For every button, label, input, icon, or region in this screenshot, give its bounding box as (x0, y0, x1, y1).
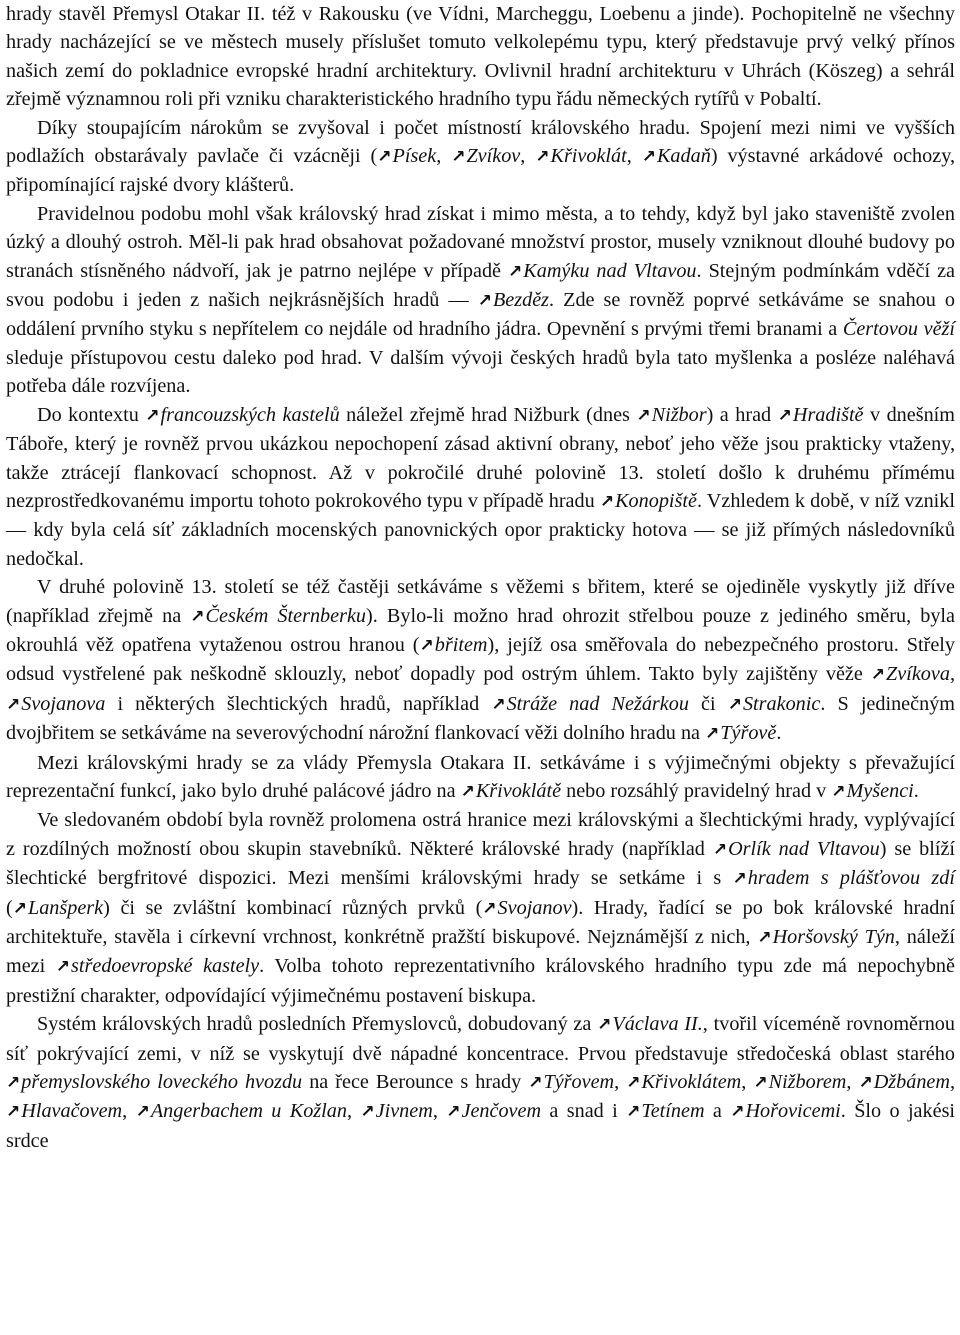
cross-reference-link[interactable]: ↗ Týřovem (528, 1071, 614, 1093)
body-text: ) či se zvláštní kombinací různých prvků ( (103, 896, 483, 919)
cross-reference-link[interactable]: ↗ Tetínem (626, 1100, 704, 1122)
body-text: V druhé polovině 13. století se též častěji setkáváme s věžemi s břitem, které se ojediněle vyskytly již dříve (například zřejmě na (6, 576, 955, 627)
cross-reference-link[interactable]: ↗ Svojanova (6, 693, 105, 715)
body-text: , (346, 1100, 361, 1123)
cross-reference-link[interactable]: ↗ Stráže nad Nežárkou (491, 693, 689, 715)
body-text: ) se blíží šlechtické bergfritové dispozici. Mezi menšími královskými hrady se setkáme i s (6, 837, 956, 890)
cross-reference-link[interactable]: ↗ hradem s plášťovou zdí (733, 867, 955, 889)
cross-reference-link[interactable]: ↗ Svojanov (482, 897, 571, 919)
cross-reference-link[interactable]: ↗ Křivoklát (535, 145, 627, 167)
body-text: . Stejným podmínkám vděčí za svou podobu i jeden z našich nejkrásnějších hradů — (6, 259, 955, 312)
body-text: či (688, 692, 728, 715)
cross-reference-link[interactable]: ↗ Jenčovem (446, 1100, 541, 1122)
body-text: hrady stavěl Přemysl Otakar II. též v Rakousku (ve Vídni, Marcheggu, Loebenu a jinde). Pochopitelně ne všechny hrady nacházející se ve městech musely příslušet tomuto velkolepému typu, který představuje prvý velký přínos našich zemí do pokladnice evropské hradní architektury. Ovlivnil hradní architekturu v Uhrách (Köszeg) a sehrál zřejmě významnou roli při vzniku charakteristického hradního typu řádu německých rytířů v Pobaltí. (6, 3, 955, 111)
cross-reference-link[interactable]: ↗ břitem (420, 634, 488, 656)
paragraph (6, 200, 955, 401)
body-text: . Zde se rovněž poprvé setkáváme se snahou o oddálení prvního styku s nepřítelem co nejdále od hradního jádra. Opevnění s prvými třemi branami a (6, 289, 955, 341)
cross-reference-link[interactable]: ↗ Zvíkova (871, 663, 950, 685)
body-text: , náleží mezi (6, 926, 955, 978)
body-text: , (432, 1100, 447, 1123)
body-text: Ve sledovaném období byla rovněž prolomena ostrá hranice mezi královskými a šlechtickými hrady, vyplývající z rozdílných možností obou skupin stavebníků. Některé královské hrady (například (6, 809, 955, 860)
cross-reference-link[interactable]: ↗ středoevropské kastely (56, 955, 259, 977)
cross-reference-link[interactable]: ↗ Lanšperk (13, 897, 103, 919)
body-text: ), jejíž osa směřovala do nebezpečného prostoru. Střely odsud vystřelené pak neškodně sklouzly, neboť dopadly pod ostrým úhlem. Takto byly zajištěny věže (6, 633, 955, 686)
body-text: , (436, 145, 452, 168)
paragraph (6, 401, 955, 573)
cross-reference-link[interactable]: ↗ Českém Šternberku (190, 605, 366, 627)
body-text: , tvořil víceméně rovnoměrnou síť pokrývající zemi, v níž se vyskytují dvě nápadné koncentrace. Prvou představuje středočeská oblast starého (6, 1013, 955, 1065)
body-text: ( (6, 896, 13, 919)
body-text: v dnešním Táboře, který je rovněž prvou ukázkou nepochopení zásad aktivní obrany, neboť jeho věže jsou prakticky vtaženy, takže ztrácejí flankovací schopnost. Až v pokročilé druhé polovině 13. století došlo k druhému přímému nezprostředkovanému importu tohoto pokrokového typu v případě hradu (6, 403, 955, 512)
body-text: , (846, 1071, 859, 1094)
cross-reference-link[interactable]: ↗ Angerbachem u Kožlan (136, 1100, 347, 1122)
cross-reference-link[interactable]: ↗ Bezděz (478, 289, 549, 311)
body-text: Do kontextu (37, 403, 146, 426)
cross-reference-link[interactable]: ↗ Václava II. (597, 1013, 703, 1035)
body-text: na řece Berounce s hrady (302, 1071, 529, 1094)
cross-reference-link[interactable]: ↗ Strakonic (728, 693, 821, 715)
body-text: , (949, 1071, 956, 1094)
cross-reference-link[interactable]: ↗ Kadaň (642, 145, 711, 167)
cross-reference-link[interactable]: ↗ Orlík nad Vltavou (713, 838, 880, 860)
paragraph (6, 806, 955, 1010)
cross-reference-link[interactable]: ↗ přemyslovského loveckého hvozdu (6, 1071, 302, 1093)
cross-reference-link[interactable]: ↗ Nižbor (636, 404, 706, 426)
emphasized-text: Čertovou věží (842, 318, 955, 341)
paragraph (6, 1010, 955, 1155)
cross-reference-link[interactable]: ↗ Křivoklátem (626, 1071, 741, 1093)
body-text: ). Bylo-li možno hrad ohrozit střelbou pouze z jediného směru, byla okrouhlá věž opatřena vytaženou ostrou hranou ( (6, 604, 955, 656)
body-text: Pravidelnou podobu mohl však královský hrad získat i mimo města, a to tehdy, když byl jako staveniště zvolen úzký a dlouhý ostroh. Měl-li pak hrad obsahovat požadované množství prostor, musely vzniknout dlouhé budovy po stranách stísněného nádvoří, jak je patrno nejlépe v případě (6, 202, 955, 282)
cross-reference-link[interactable]: ↗ Jivnem (360, 1100, 432, 1122)
body-text: . (913, 779, 919, 802)
cross-reference-link[interactable]: ↗ Myšenci (831, 780, 914, 802)
body-text: Díky stoupajícím nárokům se zvyšoval i počet místností královského hradu. Spojení mezi nimi ve vyšších podlažích obstarávaly pavlače či vzácněji ( (6, 116, 955, 168)
body-text: nebo rozsáhlý pravidelný hrad v (561, 779, 832, 802)
body-text: a snad i (541, 1100, 627, 1123)
paragraph (6, 573, 955, 748)
body-text: . Vzhledem k době, v níž vznikl — kdy byla celá síť základních mocenských panovnických opor prakticky hotova — se již přímých následovníků nedočkal. (6, 489, 955, 570)
body-text: náležel zřejmě hrad Nižburk (dnes (339, 403, 637, 426)
body-text: ) výstavné arkádové ochozy, připomínající rajské dvory klášterů. (6, 145, 956, 197)
cross-reference-link[interactable]: ↗ Nižborem (753, 1071, 846, 1093)
body-text: , (614, 1071, 627, 1094)
body-text: Mezi královskými hrady se za vlády Přemysla Otakara II. setkáváme i s výjimečnými objekty s převažující reprezentační funkcí, jako bylo druhé palácové jádro na (6, 751, 955, 802)
body-text: ) a hrad (706, 403, 778, 426)
cross-reference-link[interactable]: ↗ Hradiště (778, 404, 864, 426)
body-text: , (949, 663, 955, 686)
cross-reference-link[interactable]: ↗ Křivoklátě (461, 780, 561, 802)
body-text: , (626, 145, 642, 168)
paragraph (6, 749, 955, 807)
cross-reference-link[interactable]: ↗ Hlavačovem (6, 1100, 122, 1122)
body-text: ). Hrady, řadící se po bok královské hradní architektuře, stavěla i církevní vrchnost, konkrétně pražští biskupové. Nejznámější z nich, (6, 896, 955, 948)
cross-reference-link[interactable]: ↗ Horšovský Týn (757, 926, 895, 948)
body-text: . (776, 722, 782, 745)
cross-reference-link[interactable]: ↗ Džbánem (858, 1071, 950, 1093)
body-text: . Volba tohoto reprezentativního královského hradního typu zde má nepochybně prestižní charakter, odpovídající výjimečnému postavení biskupa. (6, 955, 955, 1007)
body-text: Systém královských hradů posledních Přemyslovců, dobudovaný za (37, 1013, 598, 1036)
paragraph (6, 0, 955, 114)
body-text: sleduje přístupovou cestu daleko pod hrad. V dalším vývoji českých hradů byla tato myšlenka a posléze naléhavá potřeba dále rozvíjena. (6, 346, 955, 398)
body-text: , (520, 145, 536, 168)
body-text: , (741, 1071, 754, 1094)
paragraph (6, 114, 955, 200)
body-text: . S jedinečným dvojbřitem se setkáváme na severovýchodní nárožní flankovací věži dolního hradu na (6, 692, 955, 745)
cross-reference-link[interactable]: ↗ Písek (377, 145, 436, 167)
cross-reference-link[interactable]: ↗ Kamýku nad Vltavou (508, 260, 697, 282)
body-text: a (704, 1100, 731, 1123)
body-text: , (122, 1100, 136, 1123)
cross-reference-link[interactable]: ↗ francouzských kastelů (145, 404, 339, 426)
body-text: i některých šlechtických hradů, například (105, 692, 492, 715)
cross-reference-link[interactable]: ↗ Konopiště (600, 490, 697, 512)
body-text: . Šlo o jakési srdce (6, 1100, 956, 1152)
cross-reference-link[interactable]: ↗ Hořovicemi (730, 1100, 841, 1122)
cross-reference-link[interactable]: ↗ Týřově (705, 722, 776, 744)
cross-reference-link[interactable]: ↗ Zvíkov (451, 145, 520, 167)
